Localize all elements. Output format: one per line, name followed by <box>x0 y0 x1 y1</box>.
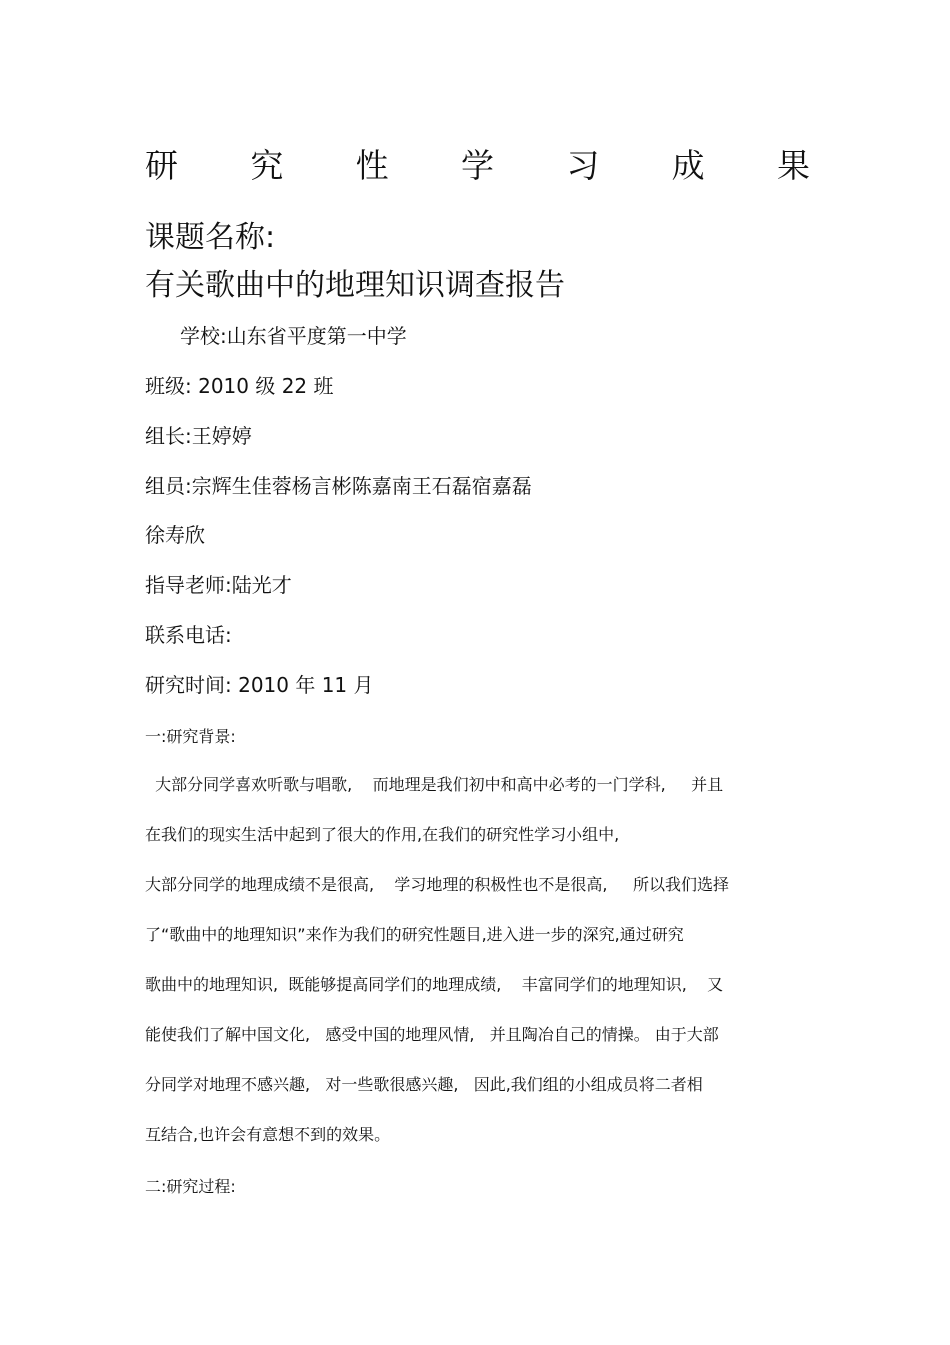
paragraph-line: 在我们的现实生活中起到了很大的作用,在我们的研究性学习小组中, <box>145 825 620 844</box>
paragraph-line: 能使我们了解中国文化, 感受中国的地理风情, 并且陶冶自己的情操。 由于大部 <box>145 1025 719 1044</box>
paragraph-line: 了“歌曲中的地理知识”来作为我们的研究性题目,进入进一步的深究,通过研究 <box>145 925 684 944</box>
title-char: 学 <box>460 146 494 185</box>
topic-name: 有关歌曲中的地理知识调查报告 <box>145 268 565 303</box>
leader-line: 组长:王婷婷 <box>145 424 252 448</box>
document-title <box>145 144 810 188</box>
title-char: 习 <box>566 146 600 185</box>
title-char: 成 <box>671 146 705 185</box>
title-char: 性 <box>355 146 389 185</box>
title-char: 研 <box>145 146 178 185</box>
paragraph-line: 大部分同学的地理成绩不是很高, 学习地理的积极性也不是很高, 所以我们选择 <box>145 875 729 894</box>
title-char: 果 <box>776 146 810 185</box>
paragraph-line: 互结合,也许会有意想不到的效果。 <box>145 1125 391 1144</box>
members-line: 组员:宗辉生佳蓉杨言彬陈嘉南王石磊宿嘉磊 <box>145 474 532 498</box>
paragraph-line: 大部分同学喜欢听歌与唱歌, 而地理是我们初中和高中必考的一门学科, 并且 <box>145 775 724 794</box>
advisor-line: 指导老师:陆光才 <box>145 573 292 597</box>
members-continued: 徐寿欣 <box>145 523 205 547</box>
topic-label: 课题名称: <box>145 220 276 255</box>
paragraph-line: 歌曲中的地理知识, 既能够提高同学们的地理成绩, 丰富同学们的地理知识, 又 <box>145 975 724 994</box>
title-char: 究 <box>250 146 284 185</box>
section-heading-process: 二:研究过程: <box>145 1177 236 1196</box>
phone-line: 联系电话: <box>145 623 232 647</box>
research-time-line: 研究时间: 2010 年 11 月 <box>145 673 374 697</box>
school-line: 学校:山东省平度第一中学 <box>180 324 407 348</box>
paragraph-line: 分同学对地理不感兴趣, 对一些歌很感兴趣, 因此,我们组的小组成员将二者相 <box>145 1075 703 1094</box>
section-heading-background: 一:研究背景: <box>145 727 236 746</box>
class-line: 班级: 2010 级 22 班 <box>145 374 334 398</box>
